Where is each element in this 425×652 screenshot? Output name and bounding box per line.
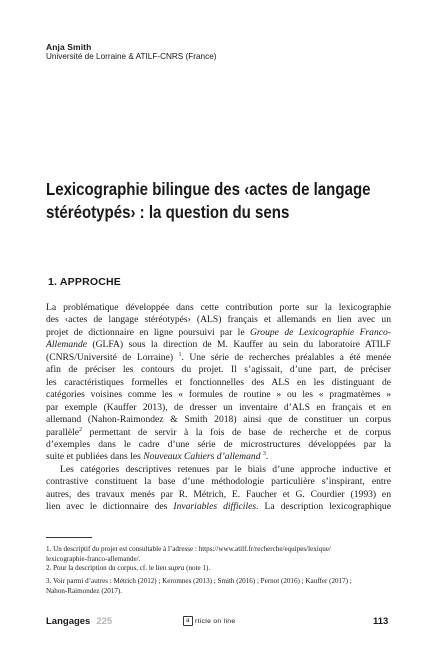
- footnote-ref-2[interactable]: 2: [79, 426, 83, 433]
- body-line: allemand (Nahon-Raimondez & Smith 2018) ainsi que de constituer un corpus: [46, 414, 391, 426]
- body-line: par exemple (Kauffer 2013), de dresser un inventaire d’ALS en français et en: [46, 401, 391, 413]
- text-run: projet de dictionnaire en ligne poursuivi par le: [46, 326, 250, 338]
- body-line: La problématique développée dans cette contribution porte sur la lexicographie: [46, 302, 391, 313]
- article-title: [46, 178, 371, 224]
- italic-title: Allemande: [46, 339, 88, 351]
- footnote-line: [46, 564, 394, 574]
- body-line: contrastive constituent la base d’une méthodologie particulière s’inspirant, entre: [46, 476, 391, 488]
- body-line: les caractéristiques formelles et fonctionnelles des ALS en les distinguant de: [46, 376, 391, 388]
- body-line: [46, 427, 391, 439]
- footnote-2: [46, 564, 394, 574]
- journal-name: [46, 616, 112, 627]
- footnote-line: Nahon-Raimondez (2017).: [46, 586, 123, 595]
- text-run: parallèle: [46, 426, 80, 438]
- paragraph-2: [46, 464, 391, 514]
- issue-number: 225: [96, 616, 113, 627]
- italic-word: supra: [168, 564, 185, 572]
- text-run: permettant de servir à la fois de base de recherche et de corpus: [82, 426, 391, 438]
- section-heading: 1. APPROCHE: [48, 276, 121, 288]
- paragraph-1: [46, 302, 391, 464]
- footnote-separator: [46, 537, 92, 538]
- body-line: autres, des travaux menés par R. Métrich, E. Faucher et G. Courdier (1993) en: [46, 488, 391, 500]
- article-online-logo-icon: a: [183, 616, 193, 626]
- footnote-ref-1[interactable]: 1: [178, 351, 182, 358]
- footnote-line: 3. Voir parmi d’autres : Métrich (2012) ; Keromnes (2013) ; Smith (2016) ; Pernot (2016) ; Kauffer (2017) ;: [46, 577, 352, 585]
- text-run: 2. Pour la description du corpus, cf. le lien: [46, 564, 169, 572]
- footnote-ref-3[interactable]: 3: [262, 451, 266, 458]
- online-text: rticle on line: [195, 617, 236, 625]
- body-line: [46, 327, 391, 339]
- body-line: afin de préciser les contours du projet. Il s’agissait, d’une part, de préciser: [46, 364, 391, 376]
- body-line: [46, 352, 391, 364]
- text-run: (note 1).: [184, 564, 211, 572]
- italic-title: Invariables difficiles: [173, 501, 257, 513]
- text-run: lien avec le dictionnaire des: [46, 501, 174, 513]
- text-run: .: [265, 451, 269, 463]
- text-run: (CNRS/Université de Lorraine): [46, 351, 179, 363]
- body-line: [46, 501, 391, 513]
- article-online-label: [183, 616, 235, 626]
- page-number: 113: [373, 616, 389, 627]
- italic-title: Nouveaux Cahiers d’allemand: [143, 451, 261, 463]
- text-run: (GLFA) sous la direction de M. Kauffer au sein du laboratoire ATILF: [87, 339, 391, 351]
- footnote-3: [46, 577, 394, 597]
- title-line-1: Lexicographie bilingue des ‹actes de langage: [46, 179, 371, 199]
- body-line: Les catégories descriptives retenues par le biais d’une approche inductive et: [60, 464, 391, 475]
- footnote-1: [46, 545, 394, 565]
- author-name: Anja Smith: [46, 42, 92, 52]
- body-line: d’exemples dans le cadre d’une série de microstructures développées par la: [46, 438, 391, 450]
- footnote-line: 1. Un descriptif du projet est consultable à l’adresse : https://www.atilf.fr/recherche/equipes/lexique/: [46, 545, 331, 553]
- body-line: [46, 339, 391, 351]
- title-line-2: stéréotypés› : la question du sens: [46, 202, 290, 222]
- text-run: . La description lexicographique: [256, 501, 391, 513]
- text-run: suite et publiées dans les: [46, 451, 144, 463]
- footnote-line: lexicographie-franco-allemande/.: [46, 554, 141, 563]
- author-affiliation: Université de Lorraine & ATILF-CNRS (France): [46, 52, 217, 61]
- text-run: . Une série de recherches préalables a été menée: [181, 351, 392, 363]
- body-line: des ‹actes de langage stéréotypés› (ALS) français et allemands en lien avec un: [46, 314, 391, 326]
- italic-title: Groupe de Lexicographie Franco-: [249, 326, 392, 338]
- body-line: [46, 451, 391, 463]
- journal-title: Langages: [46, 616, 91, 627]
- body-line: catégories voisines comme les « formules de routine » ou les « pragmatèmes »: [46, 389, 391, 401]
